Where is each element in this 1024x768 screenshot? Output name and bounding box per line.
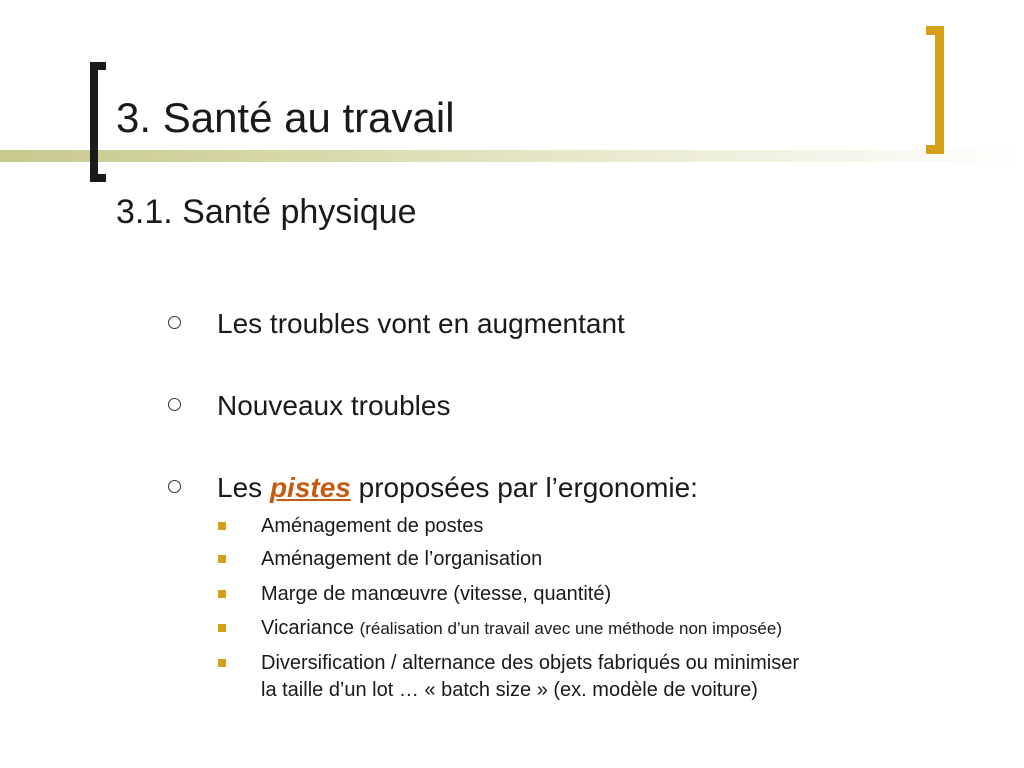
bullet-text: Les troubles vont en augmentant xyxy=(217,308,625,339)
slide-title: 3. Santé au travail xyxy=(116,94,455,141)
left-bracket-decor xyxy=(90,62,106,182)
sub-bullet-note: (réalisation d’un travail avec une méthode non imposée) xyxy=(359,619,782,638)
right-bracket-decor xyxy=(926,26,944,154)
slide-subtitle: 3.1. Santé physique xyxy=(116,193,417,231)
square-bullet-icon xyxy=(218,522,226,530)
sub-bullet-text xyxy=(261,650,799,704)
sub-bullet-text: Aménagement de l’organisation xyxy=(261,548,543,570)
sub-bullet-line-1: Diversification / alternance des objets fabriqués ou minimiser xyxy=(261,652,800,674)
sub-bullet-text: Aménagement de postes xyxy=(261,515,484,537)
square-bullet-icon xyxy=(218,624,226,632)
sub-bullet-main: Vicariance xyxy=(261,617,360,639)
circle-bullet-icon xyxy=(168,316,181,329)
title-decor-bar xyxy=(0,150,1024,162)
circle-bullet-icon xyxy=(168,480,181,493)
bullet-text-pre: Les xyxy=(217,472,270,503)
square-bullet-icon xyxy=(218,555,226,563)
bullet-text-post: proposées par l’ergonomie: xyxy=(350,472,698,503)
emphasized-word: pistes xyxy=(269,472,351,503)
sub-bullet-text: Marge de manœuvre (vitesse, quantité) xyxy=(261,583,612,605)
square-bullet-icon xyxy=(218,590,226,598)
bullet-text: Nouveaux troubles xyxy=(217,390,451,421)
sub-bullet-line-2: la taille d’un lot … « batch size » (ex. modèle de voiture) xyxy=(261,679,758,701)
square-bullet-icon xyxy=(218,659,226,667)
sub-bullet-text xyxy=(261,615,782,642)
circle-bullet-icon xyxy=(168,398,181,411)
bullet-text xyxy=(217,472,698,504)
